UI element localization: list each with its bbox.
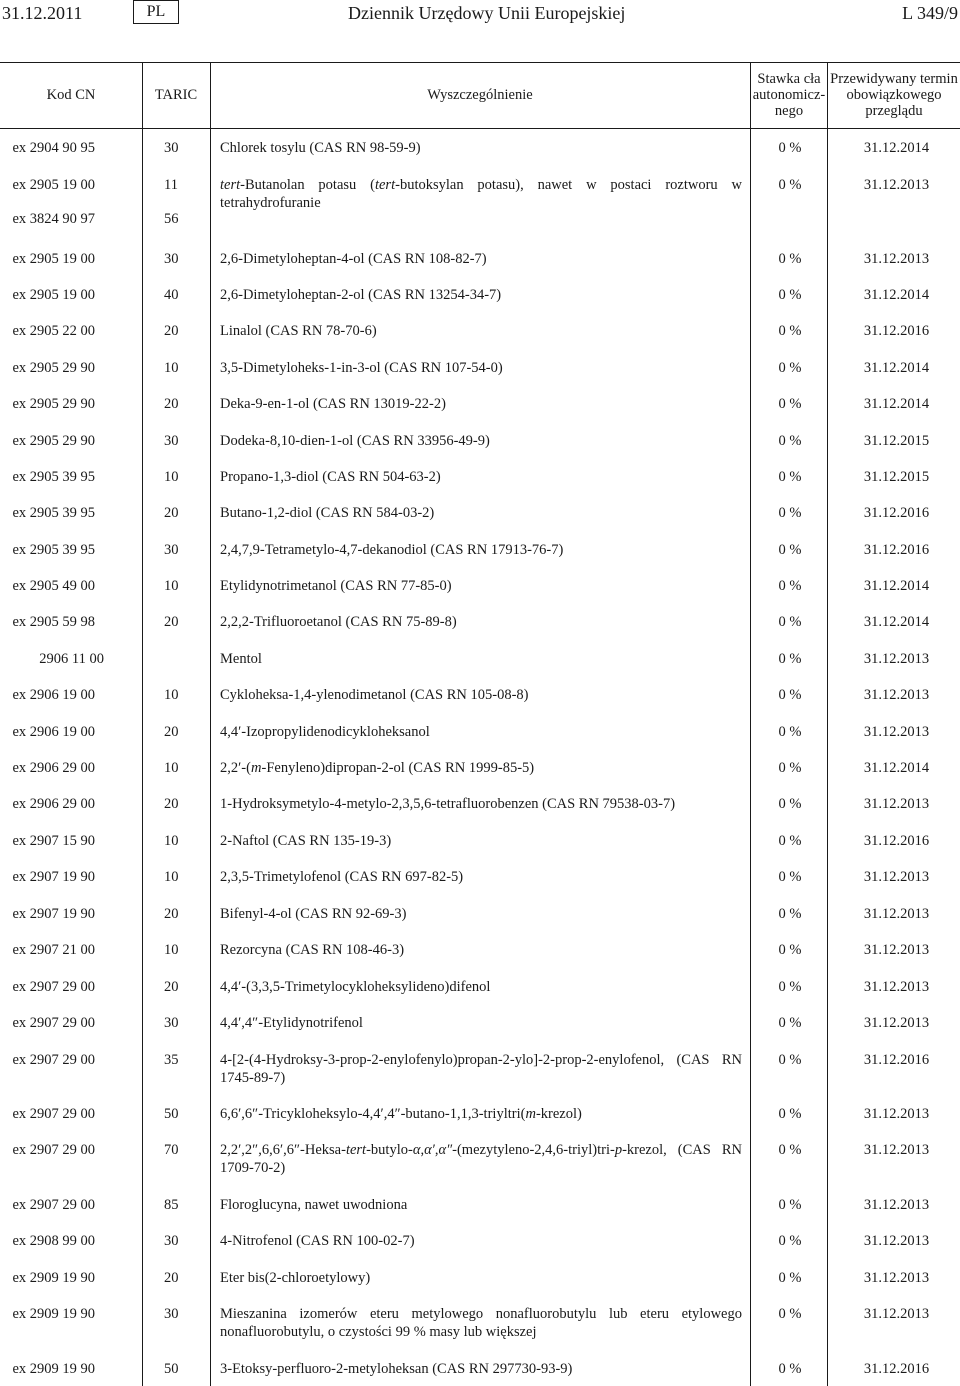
- review-date: 31.12.2013: [863, 942, 930, 958]
- duty-rate: 0 %: [778, 760, 802, 776]
- duty-rate: 0 %: [778, 1197, 802, 1213]
- description: 4-Nitrofenol (CAS RN 100-02-7): [220, 1233, 415, 1249]
- page-number: L 349/9: [902, 3, 958, 23]
- description: Eter bis(2-chloroetylowy): [220, 1270, 371, 1286]
- column-header-kod-cn: Kod CN: [46, 87, 96, 103]
- review-date: 31.12.2013: [863, 979, 930, 995]
- cn-code: ex 2906 29 00: [12, 760, 95, 776]
- journal-title: Dziennik Urzędowy Unii Europejskiej: [348, 3, 626, 23]
- review-date: 31.12.2013: [863, 1306, 930, 1322]
- duty-rate: 0 %: [778, 1270, 802, 1286]
- taric-code: 20: [164, 906, 179, 922]
- review-date: 31.12.2013: [863, 251, 930, 267]
- review-date: 31.12.2014: [863, 578, 930, 594]
- review-date: 31.12.2016: [863, 323, 930, 339]
- review-date: 31.12.2015: [863, 469, 930, 485]
- taric-code: 30: [164, 1015, 179, 1031]
- review-date: 31.12.2013: [863, 869, 930, 885]
- description: 2,4,7,9-Tetrametylo-4,7-dekanodiol (CAS RN 17913-76-7): [220, 542, 564, 558]
- review-date: 31.12.2013: [863, 177, 930, 193]
- taric-code: 10: [164, 760, 179, 776]
- review-date: 31.12.2013: [863, 1015, 930, 1031]
- duty-rate: 0 %: [778, 251, 802, 267]
- cn-code: ex 2905 39 95: [12, 542, 95, 558]
- cn-code: ex 2905 22 00: [12, 323, 95, 339]
- description: Floroglucyna, nawet uwodniona: [220, 1197, 408, 1213]
- review-date: 31.12.2013: [863, 651, 930, 667]
- cn-code: ex 2905 19 00: [12, 177, 95, 193]
- review-date: 31.12.2016: [863, 833, 930, 849]
- review-date: 31.12.2014: [863, 287, 930, 303]
- review-date: 31.12.2014: [863, 614, 930, 630]
- cn-code: ex 2906 29 00: [12, 796, 95, 812]
- taric-code: 30: [164, 433, 179, 449]
- review-date: 31.12.2013: [863, 687, 930, 703]
- cn-code: ex 2907 15 90: [12, 833, 95, 849]
- duty-rate: 0 %: [778, 469, 802, 485]
- description: 2,6-Dimetyloheptan-2-ol (CAS RN 13254-34-7): [220, 287, 502, 303]
- review-date: 31.12.2016: [863, 1361, 930, 1377]
- table-header-rule: [0, 128, 960, 129]
- cn-code: ex 2907 29 00: [12, 1142, 95, 1158]
- description: 6,6′,6″-Tricykloheksylo-4,4′,4″-butano-1,1,3-triyltri(m-krezol): [220, 1106, 582, 1122]
- taric-code: 30: [164, 140, 179, 156]
- column-header-rate: Stawka cła autonomicznego: [752, 71, 826, 119]
- review-date: 31.12.2014: [863, 760, 930, 776]
- taric-code: 30: [164, 542, 179, 558]
- cn-code: ex 2905 49 00: [12, 578, 95, 594]
- duty-rate: 0 %: [778, 1233, 802, 1249]
- duty-rate: 0 %: [778, 578, 802, 594]
- taric-code: 40: [164, 287, 179, 303]
- taric-code: 20: [164, 796, 179, 812]
- description: Propano-1,3-diol (CAS RN 504-63-2): [220, 469, 441, 485]
- description: 4,4′-(3,3,5-Trimetylocykloheksylideno)difenol: [220, 979, 491, 995]
- duty-rate: 0 %: [778, 614, 802, 630]
- language-badge: PL: [133, 0, 179, 24]
- duty-rate: 0 %: [778, 1052, 802, 1068]
- cn-code: ex 2905 29 90: [12, 360, 95, 376]
- column-divider: [210, 62, 211, 1386]
- cn-code: ex 2905 29 90: [12, 396, 95, 412]
- taric-code: 20: [164, 724, 179, 740]
- description: Rezorcyna (CAS RN 108-46-3): [220, 942, 405, 958]
- taric-code: 30: [164, 1306, 179, 1322]
- duty-rate: 0 %: [778, 542, 802, 558]
- cn-code: ex 2907 29 00: [12, 1197, 95, 1213]
- description: Cykloheksa-1,4-ylenodimetanol (CAS RN 105-08-8): [220, 687, 529, 703]
- review-date: 31.12.2013: [863, 1142, 930, 1158]
- review-date: 31.12.2016: [863, 542, 930, 558]
- column-header-review-date: Przewidywany termin obowiązkowego przeglądu: [830, 71, 958, 119]
- review-date: 31.12.2016: [863, 505, 930, 521]
- duty-rate: 0 %: [778, 651, 802, 667]
- column-header-taric: TARIC: [154, 87, 198, 103]
- taric-code: 10: [164, 833, 179, 849]
- description: Deka-9-en-1-ol (CAS RN 13019-22-2): [220, 396, 446, 412]
- cn-code: ex 2906 19 00: [12, 724, 95, 740]
- cn-code: ex 2907 19 90: [12, 869, 95, 885]
- duty-rate: 0 %: [778, 505, 802, 521]
- taric-code: 70: [164, 1142, 179, 1158]
- taric-code: 20: [164, 1270, 179, 1286]
- cn-code: ex 2905 39 95: [12, 469, 95, 485]
- description: 4,4′,4″-Etylidynotrifenol: [220, 1015, 363, 1031]
- duty-rate: 0 %: [778, 979, 802, 995]
- cn-code: ex 2907 29 00: [12, 1015, 95, 1031]
- taric-code: 20: [164, 614, 179, 630]
- duty-rate: 0 %: [778, 833, 802, 849]
- column-header-description: Wyszczególnienie: [427, 87, 533, 103]
- duty-rate: 0 %: [778, 287, 802, 303]
- review-date: 31.12.2013: [863, 1197, 930, 1213]
- duty-rate: 0 %: [778, 323, 802, 339]
- cn-code: ex 2907 21 00: [12, 942, 95, 958]
- duty-rate: 0 %: [778, 942, 802, 958]
- issue-date: 31.12.2011: [2, 3, 83, 23]
- duty-rate: 0 %: [778, 906, 802, 922]
- description: tert-Butanolan potasu (tert-butoksylan potasu), nawet w postaci roztworu w tetrahydrofuranie: [220, 177, 742, 211]
- description: 2,2′,2″,6,6′,6″-Heksa-tert-butylo-α,α′,α″-(mezytyleno-2,4,6-triyl)tri-p-krezol, (CAS RN 1709-70-2): [220, 1142, 742, 1176]
- review-date: 31.12.2013: [863, 906, 930, 922]
- duty-rate: 0 %: [778, 724, 802, 740]
- taric-code: 50: [164, 1361, 179, 1377]
- description: 2,6-Dimetyloheptan-4-ol (CAS RN 108-82-7): [220, 251, 487, 267]
- duty-rate: 0 %: [778, 1361, 802, 1377]
- cn-code: ex 2905 59 98: [12, 614, 95, 630]
- cn-code: ex 2906 19 00: [12, 687, 95, 703]
- cn-code: ex 2908 99 00: [12, 1233, 95, 1249]
- description: 2,3,5-Trimetylofenol (CAS RN 697-82-5): [220, 869, 464, 885]
- taric-code: 10: [164, 687, 179, 703]
- duty-rate: 0 %: [778, 396, 802, 412]
- cn-code: ex 2904 90 95: [12, 140, 95, 156]
- cn-code: ex 2909 19 90: [12, 1306, 95, 1322]
- description: Chlorek tosylu (CAS RN 98-59-9): [220, 140, 421, 156]
- taric-code: 30: [164, 1233, 179, 1249]
- description: 2-Naftol (CAS RN 135-19-3): [220, 833, 392, 849]
- review-date: 31.12.2013: [863, 1106, 930, 1122]
- duty-rate: 0 %: [778, 1142, 802, 1158]
- review-date: 31.12.2016: [863, 1052, 930, 1068]
- cn-code: ex 2905 39 95: [12, 505, 95, 521]
- review-date: 31.12.2013: [863, 1270, 930, 1286]
- review-date: 31.12.2013: [863, 796, 930, 812]
- duty-rate: 0 %: [778, 687, 802, 703]
- description: Dodeka-8,10-dien-1-ol (CAS RN 33956-49-9): [220, 433, 490, 449]
- duty-rate: 0 %: [778, 1306, 802, 1322]
- taric-code: 20: [164, 323, 179, 339]
- description: Etylidynotrimetanol (CAS RN 77-85-0): [220, 578, 452, 594]
- taric-code: 56: [164, 211, 179, 227]
- description: 2,2′-(m-Fenyleno)dipropan-2-ol (CAS RN 1999-85-5): [220, 760, 535, 776]
- cn-code: 2906 11 00: [39, 651, 104, 667]
- description: 2,2,2-Trifluoroetanol (CAS RN 75-89-8): [220, 614, 457, 630]
- taric-code: 35: [164, 1052, 179, 1068]
- description: 4,4′-Izopropylidenodicykloheksanol: [220, 724, 430, 740]
- cn-code: ex 3824 90 97: [12, 211, 95, 227]
- page-header: [0, 0, 960, 30]
- description: Linalol (CAS RN 78-70-6): [220, 323, 377, 339]
- taric-code: 10: [164, 942, 179, 958]
- description: Mieszanina izomerów eteru metylowego nonafluorobutylu lub eteru etylowego nonafluorobutylu, o czystości 99 % masy lub większej: [220, 1306, 742, 1340]
- duty-rate: 0 %: [778, 177, 802, 193]
- review-date: 31.12.2014: [863, 396, 930, 412]
- review-date: 31.12.2014: [863, 140, 930, 156]
- cn-code: ex 2905 19 00: [12, 251, 95, 267]
- review-date: 31.12.2013: [863, 724, 930, 740]
- taric-code: 85: [164, 1197, 179, 1213]
- cn-code: ex 2909 19 90: [12, 1361, 95, 1377]
- description: Mentol: [220, 651, 262, 667]
- cn-code: ex 2907 29 00: [12, 979, 95, 995]
- review-date: 31.12.2015: [863, 433, 930, 449]
- taric-code: 30: [164, 251, 179, 267]
- taric-code: 10: [164, 469, 179, 485]
- taric-code: 10: [164, 360, 179, 376]
- taric-code: 20: [164, 396, 179, 412]
- description: Butano-1,2-diol (CAS RN 584-03-2): [220, 505, 435, 521]
- taric-code: 50: [164, 1106, 179, 1122]
- duty-rate: 0 %: [778, 140, 802, 156]
- taric-code: 20: [164, 979, 179, 995]
- review-date: 31.12.2014: [863, 360, 930, 376]
- cn-code: ex 2907 29 00: [12, 1052, 95, 1068]
- duty-rate: 0 %: [778, 433, 802, 449]
- taric-code: 11: [164, 177, 178, 193]
- description: 4-[2-(4-Hydroksy-3-prop-2-enylofenylo)propan-2-ylo]-2-prop-2-enylofenol, (CAS RN 1745-89-7): [220, 1052, 742, 1086]
- cn-code: ex 2907 29 00: [12, 1106, 95, 1122]
- cn-code: ex 2907 19 90: [12, 906, 95, 922]
- description: 3,5-Dimetyloheks-1-in-3-ol (CAS RN 107-54-0): [220, 360, 503, 376]
- taric-code: 10: [164, 869, 179, 885]
- description: 1-Hydroksymetylo-4-metylo-2,3,5,6-tetrafluorobenzen (CAS RN 79538-03-7): [220, 796, 676, 812]
- duty-rate: 0 %: [778, 1015, 802, 1031]
- description: Bifenyl-4-ol (CAS RN 92-69-3): [220, 906, 407, 922]
- cn-code: ex 2909 19 90: [12, 1270, 95, 1286]
- duty-rate: 0 %: [778, 796, 802, 812]
- taric-code: 10: [164, 578, 179, 594]
- cn-code: ex 2905 19 00: [12, 287, 95, 303]
- duty-rate: 0 %: [778, 360, 802, 376]
- review-date: 31.12.2013: [863, 1233, 930, 1249]
- description: 3-Etoksy-perfluoro-2-metyloheksan (CAS RN 297730-93-9): [220, 1361, 573, 1377]
- duty-rate: 0 %: [778, 869, 802, 885]
- taric-code: 20: [164, 505, 179, 521]
- cn-code: ex 2905 29 90: [12, 433, 95, 449]
- duty-rate: 0 %: [778, 1106, 802, 1122]
